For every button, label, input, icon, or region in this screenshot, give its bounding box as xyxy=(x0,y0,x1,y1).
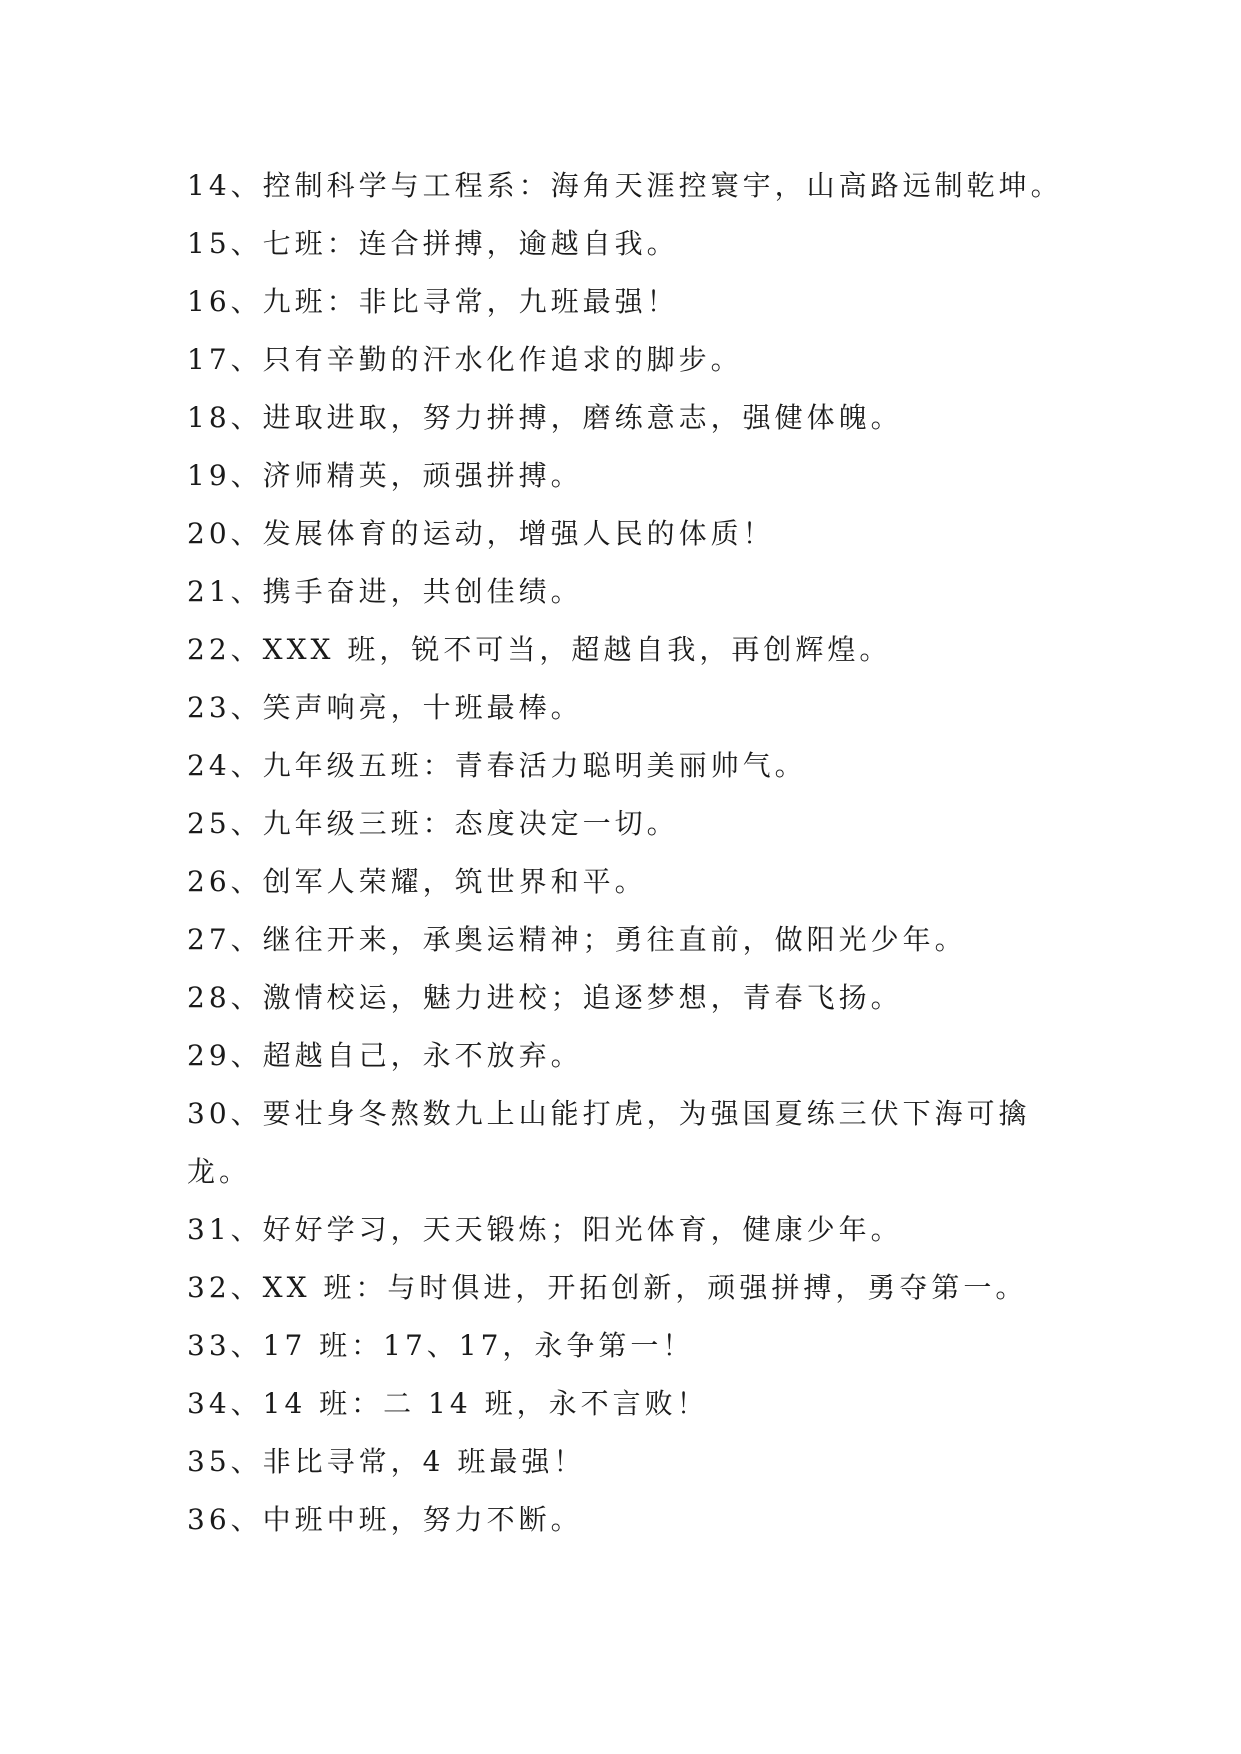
list-item: 33、17 班：17、17，永争第一！ xyxy=(187,1329,695,1362)
list-item: 18、进取进取，努力拼搏，磨练意志，强健体魄。 xyxy=(187,401,903,434)
list-item: 26、创军人荣耀，筑世界和平。 xyxy=(187,865,647,898)
slogan-list xyxy=(187,157,1067,1549)
list-item: 28、激情校运，魅力进校；追逐梦想，青春飞扬。 xyxy=(187,981,903,1014)
list-item: 20、发展体育的运动，增强人民的体质！ xyxy=(187,517,775,550)
list-item: 17、只有辛勤的汗水化作追求的脚步。 xyxy=(187,343,743,376)
list-item: 27、继往开来，承奥运精神；勇往直前，做阳光少年。 xyxy=(187,923,967,956)
list-item: 24、九年级五班：青春活力聪明美丽帅气。 xyxy=(187,749,807,782)
list-item: 21、携手奋进，共创佳绩。 xyxy=(187,575,583,608)
list-item: 14、控制科学与工程系：海角天涯控寰宇，山高路远制乾坤。 xyxy=(187,169,1063,202)
list-item: 30、要壮身冬熬数九上山能打虎，为强国夏练三伏下海可擒龙。 xyxy=(187,1097,1031,1188)
list-item: 36、中班中班，努力不断。 xyxy=(187,1503,583,1536)
list-item: 16、九班：非比寻常，九班最强！ xyxy=(187,285,679,318)
list-item: 15、七班：连合拼搏，逾越自我。 xyxy=(187,227,679,260)
list-item: 22、XXX 班，锐不可当，超越自我，再创辉煌。 xyxy=(187,633,892,666)
list-item: 35、非比寻常，4 班最强！ xyxy=(187,1445,586,1478)
list-item: 25、九年级三班：态度决定一切。 xyxy=(187,807,679,840)
list-item: 23、笑声响亮，十班最棒。 xyxy=(187,691,583,724)
list-item: 32、XX 班：与时俱进，开拓创新，顽强拼搏，勇夺第一。 xyxy=(187,1271,1028,1304)
list-item: 19、济师精英，顽强拼搏。 xyxy=(187,459,583,492)
list-item: 31、好好学习，天天锻炼；阳光体育，健康少年。 xyxy=(187,1213,903,1246)
list-item: 29、超越自己，永不放弃。 xyxy=(187,1039,583,1072)
list-item: 34、14 班：二 14 班，永不言败！ xyxy=(187,1387,709,1420)
